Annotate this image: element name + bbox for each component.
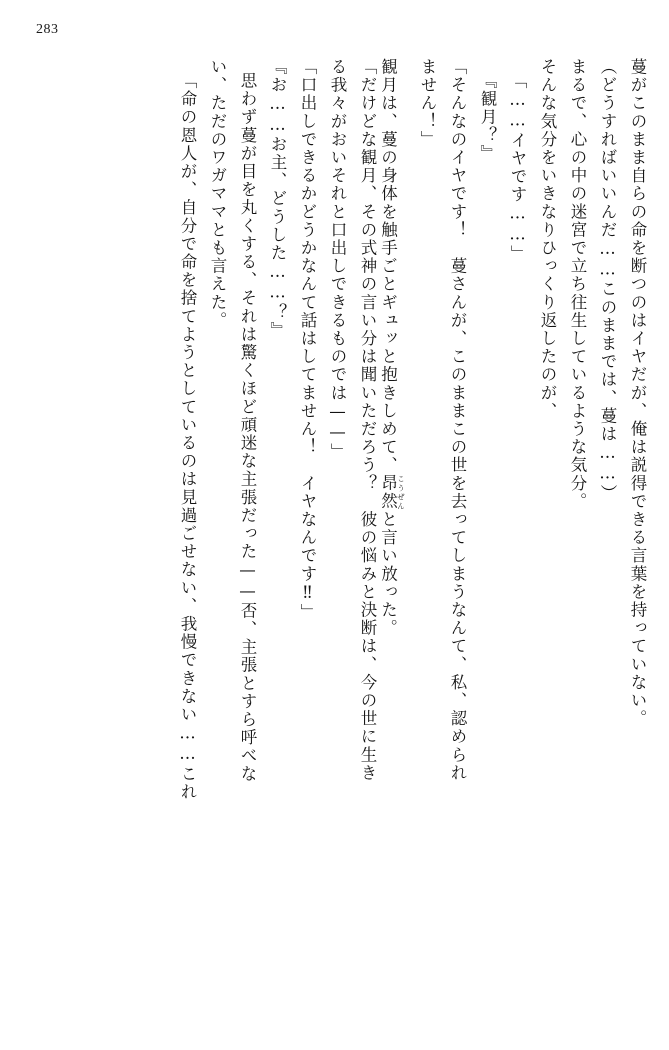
text-column: 蔓がこのまま自らの命を断つのはイヤだが、俺は説得できる言葉を持っていない。 [628,58,647,728]
text-column: る我々がおいそれと口出しできるものでは——」 [328,58,347,462]
text-column: 「……イヤです……」 [508,72,527,263]
text-column: 「口出しできるかどうかなんて話はしてません！ イヤなんです‼」 [298,58,317,622]
text-column: 「だけどな観月、その式神の言い分は聞いただろう？ 彼の悩みと決断は、今の世に生き [358,58,377,782]
text-column: ません！」 [418,58,437,149]
text-column: そんな気分をいきなりひっくり返したのが、 [538,58,557,420]
text-segment-after-ruby: と言い放った。 [378,510,398,638]
ruby-base: 昂然 [378,474,398,511]
text-column: （どうすればいいんだ……このままでは、蔓は……） [598,58,617,503]
text-column: まるで、心の中の迷宮で立ち往生しているような気分。 [568,58,587,511]
text-column: い、ただのワガママとも言えた。 [208,58,227,330]
text-column-with-ruby [375,58,405,1032]
ruby-annotation [378,474,406,511]
text-column: 思わず蔓が目を丸くする、それは驚くほど頑迷な主張だった——否、主張とすら呼べな [238,72,257,783]
page-number: 283 [36,22,59,37]
text-column: 「そんなのイヤです！ 蔓さんが、このままこの世を去ってしまうなんて、私、認められ [448,58,467,782]
text-column: 『お……お主、どうした……？』 [268,58,287,340]
text-column: 「命の恩人が、自分で命を捨てようとしているのは見過ごせない、我慢できない……これ [178,72,197,801]
text-segment-before-ruby: 観月は、蔓の身体を触手ごとギュッと抱きしめて、 [378,58,398,475]
text-column: 『観月？』 [478,72,497,163]
ruby-text: こうぜん [396,474,406,511]
vertical-text-body [24,58,645,1032]
